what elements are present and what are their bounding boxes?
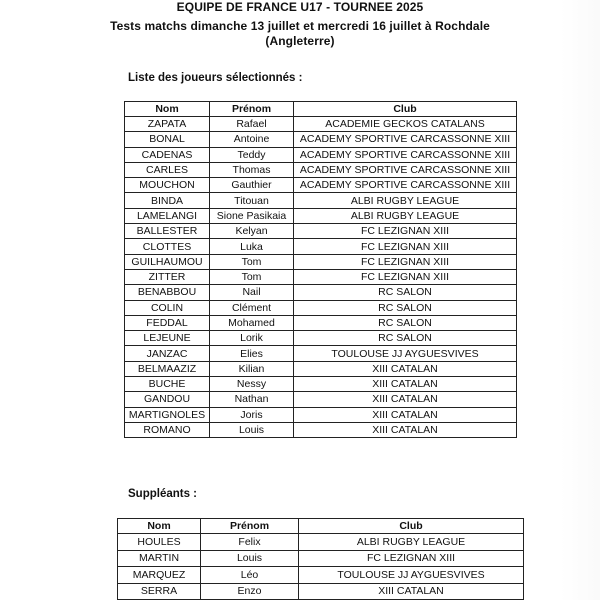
- document-subtitle: Tests matchs dimanche 13 juillet et mercredi 16 juillet à Rochdale: [110, 19, 490, 33]
- cell-club: ACADEMIE GECKOS CATALANS: [294, 117, 517, 132]
- cell-club: TOULOUSE JJ AYGUESVIVES: [299, 567, 524, 584]
- cell-club: FC LEZIGNAN XIII: [294, 239, 517, 254]
- cell-nom: MARTIN: [118, 550, 201, 567]
- cell-club: ACADEMY SPORTIVE CARCASSONNE XIII: [294, 162, 517, 177]
- cell-club: ALBI RUGBY LEAGUE: [299, 534, 524, 551]
- column-header-nom: Nom: [125, 102, 210, 117]
- cell-prenom: Rafael: [210, 117, 294, 132]
- table-row: [125, 147, 517, 162]
- cell-prenom: Nathan: [210, 392, 294, 407]
- table-row: [125, 162, 517, 177]
- table-row: [125, 193, 517, 208]
- cell-nom: MARTIGNOLES: [125, 407, 210, 422]
- cell-club: XIII CATALAN: [294, 422, 517, 437]
- cell-club: FC LEZIGNAN XIII: [299, 550, 524, 567]
- cell-nom: GUILHAUMOU: [125, 254, 210, 269]
- cell-club: FC LEZIGNAN XIII: [294, 254, 517, 269]
- substitutes-heading: Suppléants :: [128, 488, 198, 500]
- column-header-prenom: Prénom: [201, 519, 299, 534]
- cell-club: TOULOUSE JJ AYGUESVIVES: [294, 346, 517, 361]
- cell-nom: LAMELANGI: [125, 208, 210, 223]
- cell-prenom: Sione Pasikaia: [210, 208, 294, 223]
- table-row: [118, 583, 524, 600]
- table-row: [125, 224, 517, 239]
- cell-club: XIII CATALAN: [299, 583, 524, 600]
- cell-nom: ROMANO: [125, 422, 210, 437]
- cell-club: ACADEMY SPORTIVE CARCASSONNE XIII: [294, 132, 517, 147]
- cell-prenom: Enzo: [201, 583, 299, 600]
- cell-club: RC SALON: [294, 315, 517, 330]
- cell-club: RC SALON: [294, 300, 517, 315]
- cell-club: ACADEMY SPORTIVE CARCASSONNE XIII: [294, 147, 517, 162]
- table-row: [125, 377, 517, 392]
- cell-club: RC SALON: [294, 285, 517, 300]
- cell-prenom: Luka: [210, 239, 294, 254]
- cell-nom: BELMAAZIZ: [125, 361, 210, 376]
- selected-players-table: [124, 101, 517, 438]
- substitutes-table: [117, 518, 524, 600]
- cell-prenom: Titouan: [210, 193, 294, 208]
- cell-club: ACADEMY SPORTIVE CARCASSONNE XIII: [294, 178, 517, 193]
- cell-nom: BONAL: [125, 132, 210, 147]
- cell-nom: CARLES: [125, 162, 210, 177]
- cell-prenom: Teddy: [210, 147, 294, 162]
- cell-prenom: Felix: [201, 534, 299, 551]
- column-header-nom: Nom: [118, 519, 201, 534]
- page-edge-shadow: [560, 0, 600, 600]
- cell-nom: ZAPATA: [125, 117, 210, 132]
- cell-club: ALBI RUGBY LEAGUE: [294, 208, 517, 223]
- cell-nom: CADENAS: [125, 147, 210, 162]
- cell-club: ALBI RUGBY LEAGUE: [294, 193, 517, 208]
- cell-prenom: Léo: [201, 567, 299, 584]
- table-row: [125, 254, 517, 269]
- cell-nom: ZITTER: [125, 269, 210, 284]
- cell-prenom: Gauthier: [210, 178, 294, 193]
- cell-prenom: Clément: [210, 300, 294, 315]
- table-header-row: [118, 519, 524, 534]
- table-row: [118, 550, 524, 567]
- cell-club: XIII CATALAN: [294, 377, 517, 392]
- table-row: [125, 300, 517, 315]
- cell-club: XIII CATALAN: [294, 361, 517, 376]
- cell-prenom: Tom: [210, 254, 294, 269]
- table-row: [118, 534, 524, 551]
- cell-prenom: Nail: [210, 285, 294, 300]
- table-row: [125, 132, 517, 147]
- cell-nom: COLIN: [125, 300, 210, 315]
- table-row: [125, 285, 517, 300]
- cell-prenom: Tom: [210, 269, 294, 284]
- table-row: [125, 117, 517, 132]
- cell-nom: SERRA: [118, 583, 201, 600]
- table-row: [125, 239, 517, 254]
- cell-prenom: Joris: [210, 407, 294, 422]
- table-row: [125, 269, 517, 284]
- table-row: [125, 422, 517, 437]
- cell-nom: LEJEUNE: [125, 331, 210, 346]
- column-header-prenom: Prénom: [210, 102, 294, 117]
- cell-nom: BUCHE: [125, 377, 210, 392]
- column-header-club: Club: [299, 519, 524, 534]
- cell-prenom: Antoine: [210, 132, 294, 147]
- cell-prenom: Kelyan: [210, 224, 294, 239]
- cell-nom: CLOTTES: [125, 239, 210, 254]
- cell-nom: BALLESTER: [125, 224, 210, 239]
- cell-nom: BINDA: [125, 193, 210, 208]
- cell-nom: FEDDAL: [125, 315, 210, 330]
- cell-club: XIII CATALAN: [294, 392, 517, 407]
- table-row: [125, 392, 517, 407]
- cell-nom: HOULES: [118, 534, 201, 551]
- document-subtitle-location: (Angleterre): [265, 34, 335, 48]
- cell-club: FC LEZIGNAN XIII: [294, 224, 517, 239]
- cell-prenom: Nessy: [210, 377, 294, 392]
- cell-prenom: Louis: [201, 550, 299, 567]
- cell-club: XIII CATALAN: [294, 407, 517, 422]
- cell-prenom: Mohamed: [210, 315, 294, 330]
- table-row: [125, 361, 517, 376]
- cell-nom: GANDOU: [125, 392, 210, 407]
- table-row: [125, 331, 517, 346]
- table-header-row: [125, 102, 517, 117]
- cell-nom: BENABBOU: [125, 285, 210, 300]
- cell-prenom: Louis: [210, 422, 294, 437]
- cell-nom: JANZAC: [125, 346, 210, 361]
- cell-nom: MOUCHON: [125, 178, 210, 193]
- table-row: [125, 346, 517, 361]
- table-row: [125, 178, 517, 193]
- column-header-club: Club: [294, 102, 517, 117]
- cell-club: RC SALON: [294, 331, 517, 346]
- table-row: [125, 315, 517, 330]
- cell-prenom: Kilian: [210, 361, 294, 376]
- cell-prenom: Thomas: [210, 162, 294, 177]
- table-row: [118, 567, 524, 584]
- cell-club: FC LEZIGNAN XIII: [294, 269, 517, 284]
- cell-nom: MARQUEZ: [118, 567, 201, 584]
- document-title: EQUIPE DE FRANCE U17 - TOURNEE 2025: [176, 0, 424, 14]
- selected-players-heading: Liste des joueurs sélectionnés :: [128, 72, 303, 84]
- table-row: [125, 208, 517, 223]
- cell-prenom: Lorik: [210, 331, 294, 346]
- cell-prenom: Elies: [210, 346, 294, 361]
- table-row: [125, 407, 517, 422]
